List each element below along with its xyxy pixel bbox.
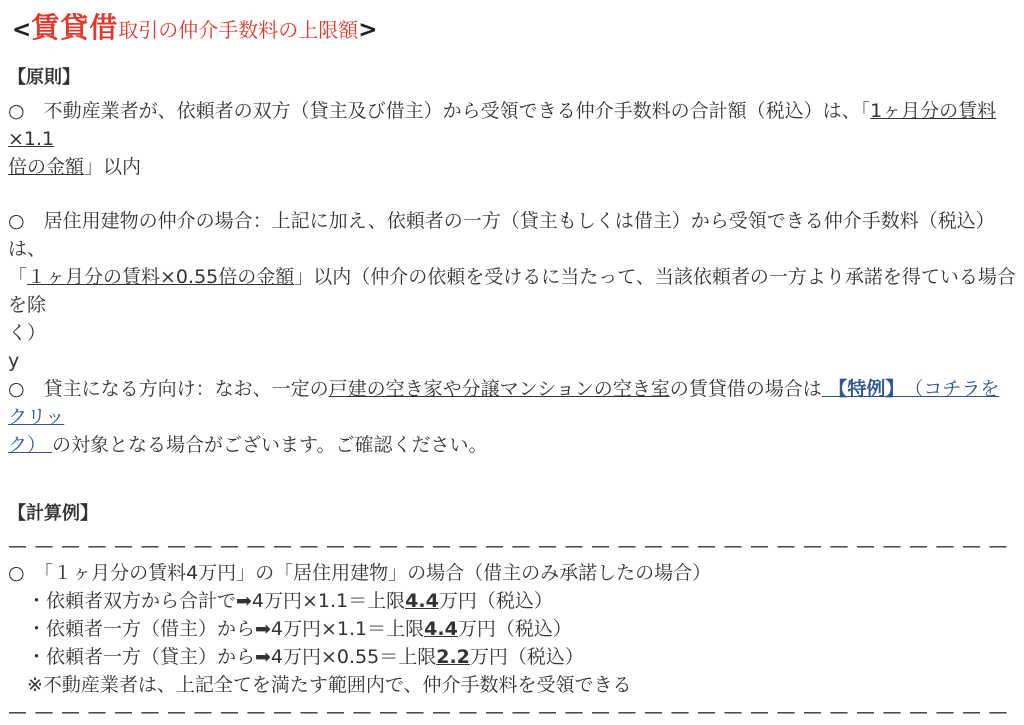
text-segment: １ヶ月分の賃料×0.55倍の金額 [27, 266, 295, 288]
text-segment: 万円（税込） [457, 618, 572, 640]
text-segment: 「 [8, 266, 28, 288]
section-heading: 【計算例】 [8, 503, 98, 524]
title-close-bracket: > [358, 17, 378, 43]
text-segment: ※不動産業者は、上記全てを満たす範囲内で、仲介手数料を受領できる [8, 674, 632, 696]
text-segment: 4.4 [424, 618, 458, 640]
text-segment: 万円（税込） [469, 646, 584, 668]
special-case-hyperlink[interactable]: ク） [8, 434, 53, 456]
paragraph [8, 207, 1018, 347]
paragraph [8, 671, 1018, 699]
text-segment: ・依頼者双方から合計で➡4万円×1.1＝上限 [8, 590, 406, 612]
paragraph [8, 643, 1018, 671]
title-open-bracket: < [12, 17, 32, 43]
text-segment: く） [8, 322, 47, 344]
special-case-hyperlink[interactable]: 【特例】 [821, 378, 895, 400]
text-segment: ○ 居住用建物の仲介の場合：上記に加え、依頼者の一方（貸主もしくは借主）から受領できる仲介手数料（税込）は、 [8, 210, 995, 260]
text-segment: の賃貸借の場合は [669, 378, 822, 400]
text-segment: 万円（税込） [438, 590, 553, 612]
dashed-divider: —————————————————————————————————————— [8, 535, 1015, 557]
text-segment: ○ 「１ヶ月分の賃料4万円」の「居住用建物」の場合（借主のみ承諾したの場合） [8, 562, 712, 584]
paragraph [8, 97, 1018, 181]
text-segment: 」以内 [84, 156, 142, 178]
text-segment: ・依頼者一方（貸主）から➡4万円×0.55＝上限 [8, 646, 437, 668]
section-heading: 【原則】 [8, 67, 80, 88]
text-segment: 戸建の空き家や分譲マンションの空き室 [328, 378, 670, 400]
text-segment: 1ヶ月分の賃料×1.1 [8, 100, 997, 150]
dashed-divider: —————————————————————————————————————— [8, 701, 1015, 723]
title-rest: 取引の仲介手数料の上限額 [118, 18, 359, 42]
text-segment: 4.4 [405, 590, 439, 612]
document-blocks [8, 64, 1018, 725]
paragraph [8, 375, 1018, 459]
blank-line [8, 181, 1018, 207]
text-segment: の対象となる場合がございます。ご確認ください。 [52, 434, 488, 456]
text-segment: y [8, 350, 20, 372]
blank-line [8, 459, 1018, 485]
text-segment: ○ 不動産業者が、依頼者の双方（貸主及び借主）から受領できる仲介手数料の合計額（税込）は、「 [8, 100, 871, 122]
document-title [12, 10, 1018, 49]
text-segment: ・依頼者一方（借主）から➡4万円×1.1＝上限 [8, 618, 425, 640]
paragraph [8, 615, 1018, 643]
special-case-hyperlink[interactable]: （コチラをクリッ [8, 378, 1000, 428]
paragraph [8, 559, 1018, 587]
text-segment: 2.2 [436, 646, 470, 668]
text-segment: 」以内（仲介の依頼を受けるに当たって、当該依頼者の一方より承諾を得ている場合を除 [8, 266, 1016, 316]
text-segment: 倍の金額 [8, 156, 85, 178]
title-emphasis: 賃貸借 [31, 11, 119, 44]
paragraph [8, 587, 1018, 615]
paragraph [8, 347, 1018, 375]
text-segment: ○ 貸主になる方向け：なお、一定の [8, 378, 329, 400]
